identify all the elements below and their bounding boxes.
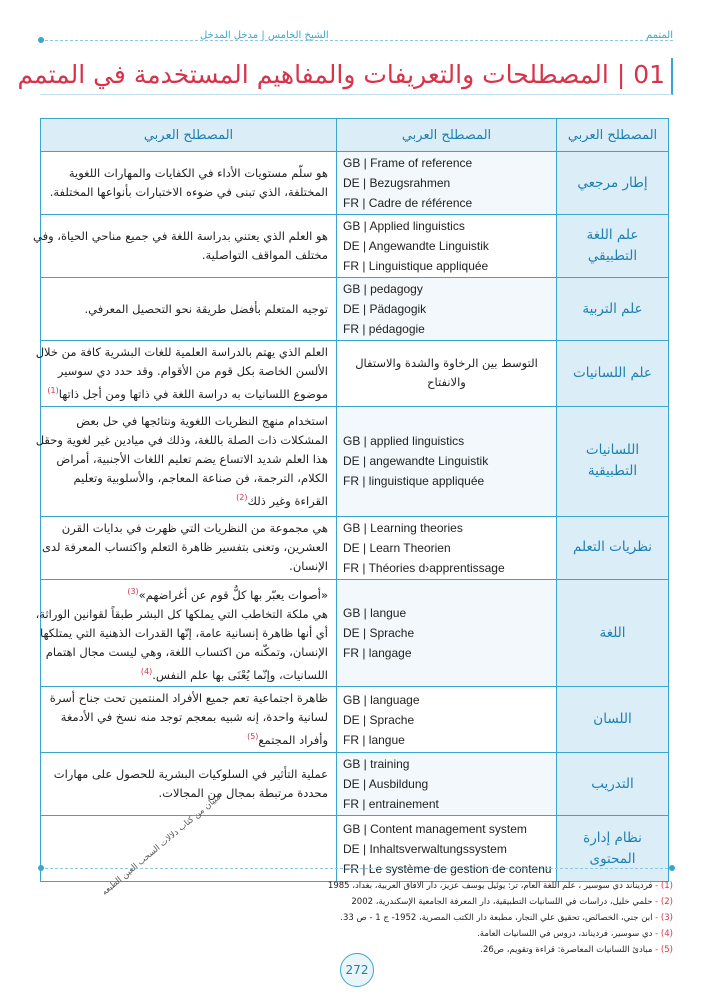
definition-cell (41, 516, 337, 579)
foreign-term: DE | Sprache (343, 626, 415, 641)
definition-line: هي ملكة التخاطب التي يملكها كل البشر طبقاً لقوانين الوراثة، (35, 606, 328, 621)
definition-text: موضوع اللسانيات به دراسة اللغة في ذاتها ومن أجل ذاتها (58, 386, 328, 401)
header-dot (38, 37, 44, 43)
foreign-terms-cell (337, 753, 557, 816)
definition-line (49, 488, 328, 511)
foreign-term: FR | Le système de gestion de contenu (343, 861, 552, 876)
footnote-marker: (5) (247, 732, 259, 742)
footnote-text: ابن جني، الخصائص، تحقيق علي النجار، مطبعة دار الكتب المصرية، 1952- ج 1 - ص 33. (340, 913, 653, 923)
footer-dot-right (669, 865, 675, 871)
arabic-term: نظام إدارة المحتوى (557, 816, 669, 882)
definition-text: اللسانيات، وإنّما يُعْنَى بها علم النفس. (152, 667, 328, 682)
definition-line: الكلام، الترجمة، فن صناعة المعاجم، والأسلوبية وتعليم (73, 470, 328, 485)
arabic-term: نظريات التعلم (557, 516, 669, 579)
definition-text: «أصوات يعبّر بها كلُّ قوم عن أغراضهم» (138, 587, 328, 602)
column-header-definition: المصطلح العربي (41, 119, 337, 152)
definition-line: أي أنها ظاهرة إنسانية عامة، إنّها القدرات الذهنية التي يمتلكها (39, 625, 328, 640)
table-row (41, 516, 669, 579)
definition-line (49, 582, 328, 605)
header-section-label: الشيخ الخامس | مدخل المدخل (200, 30, 329, 41)
foreign-term: GB | applied linguistics (343, 434, 465, 449)
foreign-term: DE | Sprache (343, 712, 415, 727)
foreign-terms-cell (337, 341, 557, 407)
foreign-term: DE | Bezugsrahmen (343, 176, 451, 190)
arabic-term: علم التربية (557, 278, 669, 341)
definition-line: استخدام منهج النظريات اللغوية ونتائجها في حل بعض (76, 413, 328, 428)
definition-cell (41, 753, 337, 816)
footnote-number: (1) - (655, 881, 673, 891)
footnote-text: حلمي خليل، دراسات في اللسانيات التطبيقية، دار المعرفة الجامعية الإسكندرية، 2002 (351, 897, 653, 907)
foreign-terms-cell (337, 152, 557, 215)
definition-line: المشكلات ذات الصلة باللغة، وذلك في ميادين غير لغوية وحقل (35, 432, 328, 447)
arabic-term: اللغة (557, 579, 669, 687)
column-header-foreign-terms: المصطلح العربي (337, 119, 557, 152)
foreign-term: GB | Frame of reference (343, 156, 473, 170)
arabic-term: علم اللغة التطبيقي (557, 215, 669, 278)
footnote-text: دي سوسير، فرديناند، دروس في اللسانيات العامة. (477, 929, 653, 939)
footnote-marker: (2) (236, 492, 248, 502)
foreign-terms-cell (337, 278, 557, 341)
definition-cell (32, 215, 337, 278)
header-book-label: المتمم (645, 30, 673, 41)
page-number: 272 (340, 953, 374, 987)
definition-line: الإنسان. (289, 559, 328, 574)
table-row (41, 579, 669, 687)
footer-dot-left (38, 865, 44, 871)
footnotes (233, 878, 673, 958)
footnote (233, 878, 673, 894)
foreign-terms-cell (337, 215, 557, 278)
table-row (41, 341, 669, 407)
arabic-term: التدريب (557, 753, 669, 816)
foreign-terms-cell (337, 687, 557, 753)
definition-cell (35, 406, 337, 516)
footnote-text: مبادئ اللسانيات المعاصرة: قراءة وتقويم، ص26. (480, 945, 653, 955)
definition-line: لسانية واحدة، إنه شبيه بمعجم توجد منه نسخ في الأدمغة (60, 710, 328, 725)
definition-line: العلم الذي يهتم بالدراسة العلمية للغات البشرية كافة من خلال (35, 345, 328, 359)
foreign-term: FR | Théories d›apprentissage (343, 560, 505, 575)
table-header-row (41, 119, 669, 152)
definition-line: ظاهرة اجتماعية تعم جميع الأفراد المنتمين تحت جناح أسرة (49, 691, 328, 706)
definition-line: هو سلّم مستويات الأداء في الكفايات والمهارات اللغوية (68, 166, 328, 180)
definition-cell (35, 341, 337, 407)
foreign-term: DE | Learn Theorien (343, 540, 451, 555)
foreign-term: FR | Cadre de référence (343, 196, 473, 210)
definition-line (49, 727, 328, 750)
foreign-term: FR | Linguistique appliquée (343, 259, 489, 273)
arabic-term: علم اللسانيات (557, 341, 669, 407)
footnote-marker: (3) (127, 586, 139, 596)
table-row (41, 278, 669, 341)
foreign-term: DE | Angewandte Linguistik (343, 239, 489, 253)
definition-cell (41, 152, 337, 215)
table-row (41, 215, 669, 278)
foreign-term: FR | pédagogie (343, 322, 425, 336)
foreign-term: DE | Inhaltsverwaltungssystem (343, 841, 507, 856)
foreign-terms-cell (337, 816, 557, 882)
definition-line: المختلفة، الذي تبنى في ضوءه الاختبارات بأنواعها المختلفة. (49, 185, 328, 199)
foreign-terms-cell (337, 406, 557, 516)
definition-line (49, 662, 328, 685)
foreign-term: FR | langage (343, 646, 412, 661)
definition-line: هذا العلم شديد الاتساع يضم تعليم اللغات الأجنبية، أمراض (56, 451, 328, 466)
footnote-number: (3) - (655, 913, 673, 923)
foreign-term-note: التوسط بين الرخاوة والشدة والاستفال والانفتاح (355, 356, 538, 390)
definition-text: وأفراد المجتمع (258, 733, 328, 748)
footnote-number: (2) - (655, 897, 673, 907)
foreign-term: FR | langue (343, 732, 405, 747)
foreign-term: GB | pedagogy (343, 282, 423, 296)
definition-line: هو العلم الذي يعتني بدراسة اللغة في جميع مناحي الحياة، وفي (32, 229, 328, 243)
footnote-marker: (4) (140, 666, 153, 676)
definition-line: محددة مرتبطة بمجال من المجالات. (158, 786, 328, 801)
definition-line: العشرين، وتعنى بتفسير ظاهرة التعلم واكتساب المعرفة لدى (41, 540, 328, 555)
footnote (233, 942, 673, 958)
definition-cell (41, 687, 337, 753)
header-rule (40, 40, 673, 41)
foreign-term: DE | Pädagogik (343, 302, 427, 316)
foreign-term: GB | Content management system (343, 821, 527, 836)
foreign-term: FR | entrainement (343, 797, 439, 812)
foreign-terms-cell (337, 579, 557, 687)
foreign-term: GB | Applied linguistics (343, 219, 465, 233)
foreign-term: GB | Learning theories (343, 520, 463, 535)
page-title: 01 | المصطلحات والتعريفات والمفاهيم المستخدمة في المتمم (17, 60, 665, 89)
arabic-term: إطار مرجعي (557, 152, 669, 215)
definition-cell (35, 579, 337, 687)
foreign-term: GB | langue (343, 606, 407, 621)
definition-line: الألسن الخاصة بكل قوم من الأقوام. وقد حدد دي سوسير (57, 364, 328, 378)
definition-line: عملية التأثير في السلوكيات البشرية للحصول على مهارات (53, 767, 328, 782)
foreign-term: FR | linguistique appliquée (343, 474, 485, 489)
footnote-number: (4) - (655, 929, 673, 939)
table-row (41, 406, 669, 516)
footnote-number: (5) - (655, 945, 673, 955)
footnote-text: فرديناند دي سوسير ، علم اللغة العام، تر: يوئيل يوسف عزيز، دار الافاق العربية، بغداد، 1985 (327, 881, 653, 891)
terms-table (32, 118, 669, 882)
arabic-term: اللسان (557, 687, 669, 753)
definition-text: القراءة وغير ذلك (247, 493, 328, 508)
foreign-terms-cell (337, 516, 557, 579)
column-header-term: المصطلح العربي (557, 119, 669, 152)
definition-line (49, 381, 328, 404)
definition-line: هي مجموعة من النظريات التي ظهرت في بدايات القرن (61, 521, 328, 536)
foreign-term: GB | language (343, 692, 420, 707)
arabic-term: اللسانيات التطبيقية (557, 406, 669, 516)
footnote-marker: (1) (47, 386, 59, 395)
table-row (41, 152, 669, 215)
footnote (233, 894, 673, 910)
table-row (41, 687, 669, 753)
footnote (233, 910, 673, 926)
footnote (233, 926, 673, 942)
definition-cell (41, 278, 337, 341)
side-caption: مبيان من كتاب دلالات السحب العين الطبعه (100, 792, 223, 898)
foreign-term: GB | training (343, 757, 410, 772)
foreign-term: DE | Ausbildung (343, 777, 429, 792)
table-row (41, 753, 669, 816)
definition-line: توجيه المتعلم بأفضل طريقة نحو التحصيل المعرفي. (84, 301, 328, 316)
definition-line: مختلف المواقف التواصلية. (201, 248, 328, 262)
definition-line: الإنسان، وتمكّنه من اكتساب اللغة، وهي ليست مجال اهتمام (45, 644, 328, 659)
foreign-term: DE | angewandte Linguistik (343, 454, 489, 469)
